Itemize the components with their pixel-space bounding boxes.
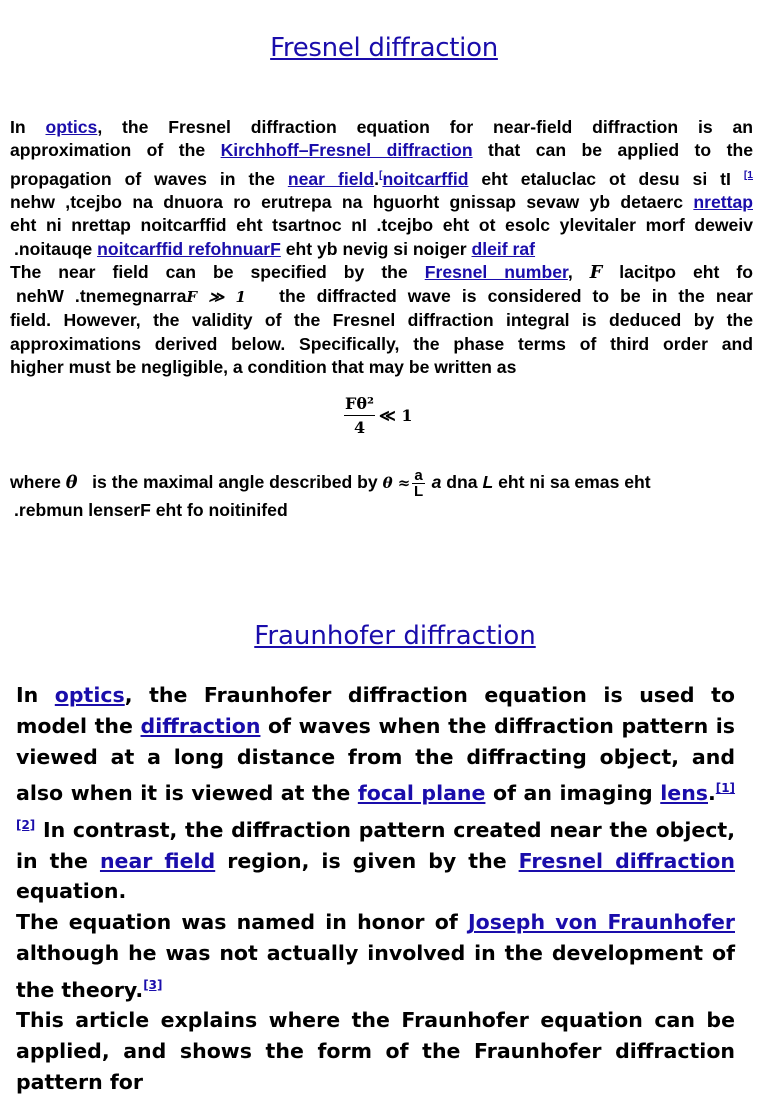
fresnel-line-3: propagation of waves in the near field.[noitcarffid eht etaluclac ot desu si tI $^{[1}$ [10, 168, 753, 189]
fresnel-line-8: nehW .tnemegnarraF ≫ 1 the diffracted wave is considered to be in the near [16, 285, 754, 306]
fresnel-line-10: approximations derived below. Specifically, the phase terms of third order and [10, 333, 753, 354]
formula-relation: ≪ 1 [379, 406, 413, 425]
link-pattern-reversed[interactable]: nrettap [693, 192, 753, 213]
link-far-field-reversed[interactable]: dleif raf [471, 238, 536, 259]
fraunhofer-heading [0, 621, 768, 651]
link-optics[interactable]: optics [45, 117, 98, 137]
link-fraunhofer-reversed[interactable]: noitcarffid refohnuarF [97, 238, 281, 259]
formula-denominator: 4 [353, 418, 366, 437]
link-optics-2[interactable]: optics [54, 683, 125, 707]
fraunhofer-para-1: In optics, the Fraunhofer diffraction equation is used to model the diffraction of waves when the diffraction pattern is viewed at a long distance from the diffracting object, and also when it is viewed at the focal plane of an imaging lens.[1][2] In contrast, the diffraction pattern created near the object, in the near field region, is given by the Fresnel diffraction equation. [16, 683, 736, 904]
link-diffraction-reversed[interactable]: noitcarffid [382, 168, 469, 189]
ref-link[interactable]: [ [379, 169, 383, 181]
where-line-1: where θ is the maximal angle described by θ ≈ $\frac{a}{L}$ a dna L eht ni sa emas eht [10, 467, 651, 500]
link-near-field[interactable]: near field [287, 168, 375, 189]
fresnel-where-paragraph [10, 468, 753, 522]
fraunhofer-para-2: The equation was named in honor of Joseph von Fraunhofer although he was not actually involved in the development of the theory.[3] [16, 910, 735, 1002]
ref-1-2[interactable]: [1][2] [16, 781, 736, 833]
link-near-field-2[interactable]: near field [99, 848, 216, 873]
fraunhofer-title: Fraunhofer diffraction [254, 621, 536, 651]
fresnel-line-5: eht ni nrettap noitcarffid eht tsartnoc nI .tcejbo eht ot esolc ylevitaler morf deweiv [10, 215, 753, 236]
where-line-2: .rebmun lenserF eht fo noitinifed [14, 500, 288, 520]
link-fresnel-number[interactable]: Fresnel number [424, 262, 568, 283]
link-focal-plane[interactable]: focal plane [357, 781, 486, 806]
link-kirchhoff-fresnel[interactable]: Kirchhoff–Fresnel diffraction [220, 140, 473, 161]
ref-link[interactable]: [1 [743, 169, 753, 181]
formula-numerator: Fθ² [344, 394, 375, 416]
fresnel-line-7: The near field can be specified by the Fresnel number, F lacitpo eht fo [10, 262, 753, 284]
fresnel-title: Fresnel diffraction [270, 33, 498, 63]
link-lens[interactable]: lens [660, 781, 708, 806]
link-diffraction[interactable]: diffraction [140, 713, 261, 738]
link-joseph-von-fraunhofer[interactable]: Joseph von Fraunhofer [467, 910, 735, 935]
fresnel-line-6: .noitauqe noitcarffid refohnuarF eht yb nevig si noiger dleif raf [14, 238, 536, 259]
fresnel-condition-formula [344, 394, 413, 437]
link-fresnel-diffraction[interactable]: Fresnel diffraction [518, 848, 735, 873]
formula-fraction [344, 394, 375, 437]
fresnel-number-condition: F ≫ 1 [186, 287, 246, 306]
fresnel-line-4: nehw ,tcejbo na dnuora ro erutrepa na hguorht gnissap sevaw yb detaerc nrettap [10, 192, 753, 213]
fresnel-line-11: higher must be negligible, a condition that may be written as [10, 356, 517, 377]
fresnel-line-2: approximation of the Kirchhoff–Fresnel diffraction that can be applied to the [10, 140, 753, 161]
fraunhofer-paragraph [16, 680, 735, 1098]
fresnel-paragraph [10, 116, 753, 379]
fresnel-line-1: In optics, the Fresnel diffraction equation for near-field diffraction is an [10, 117, 754, 137]
angle-fraction: $\frac{a}{L}$ [413, 467, 424, 500]
fresnel-line-9: field. However, the validity of the Fresnel diffraction integral is deduced by the [10, 310, 753, 331]
fresnel-heading [0, 33, 768, 63]
ref-3[interactable]: [3] [143, 977, 163, 992]
fraunhofer-para-3: This article explains where the Fraunhofer equation can be applied, and shows the form of the Fraunhofer diffraction pattern for [16, 1008, 735, 1095]
